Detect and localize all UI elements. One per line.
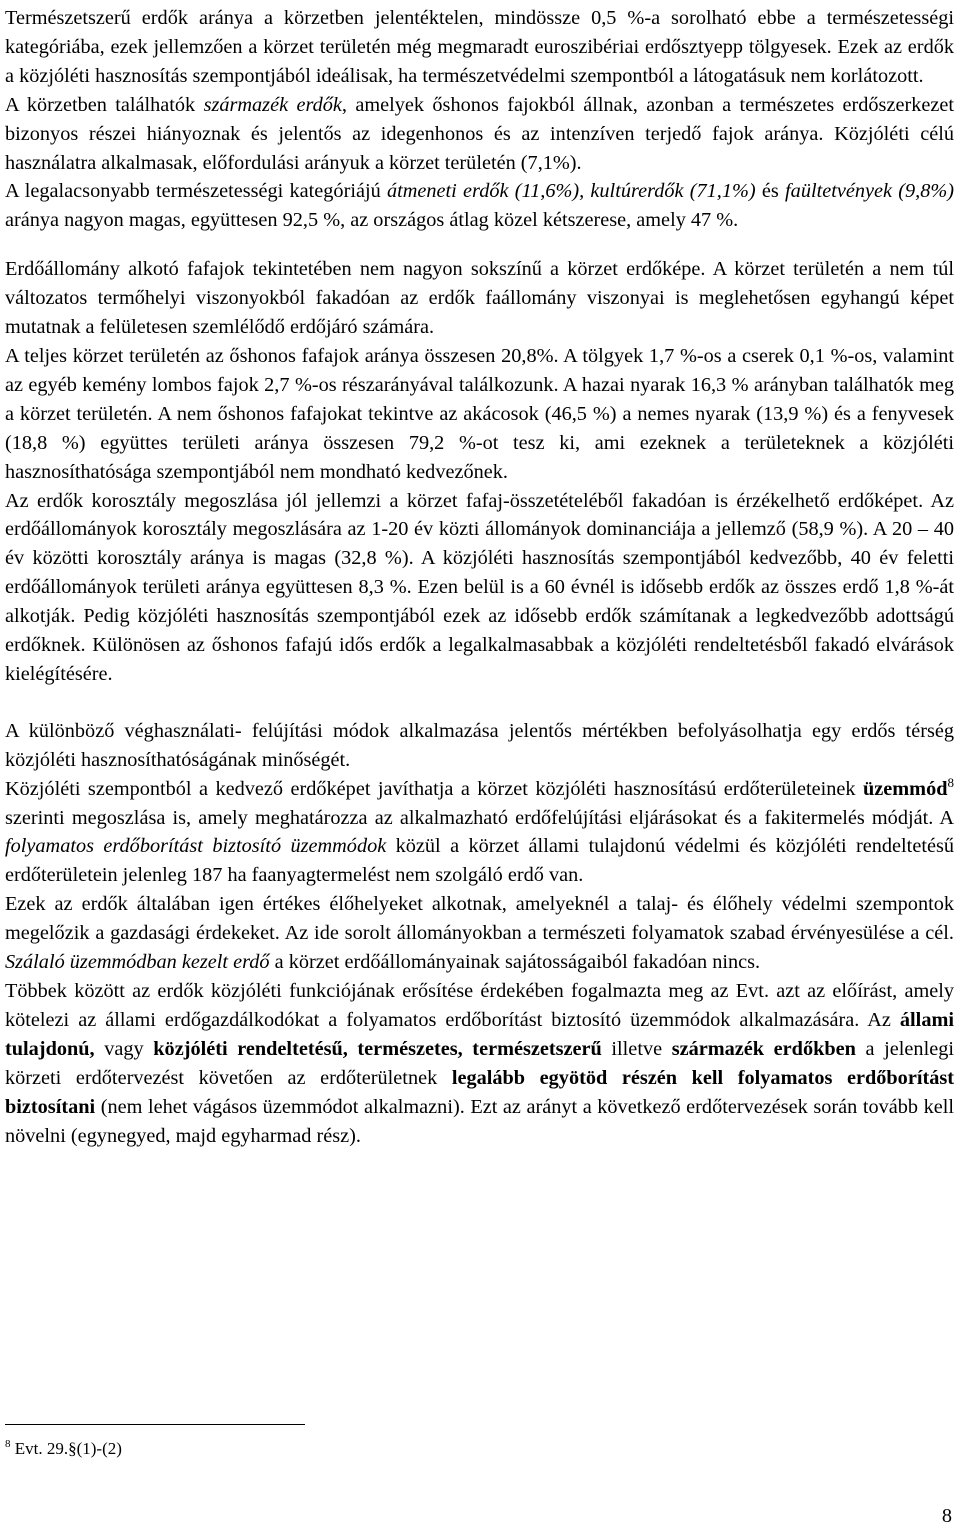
paragraph-age-classes: Az erdők korosztály megoszlása jól jellemzi a körzet fafaj-összetételéből fakadóan is érzékelhető erdőképet. Az erdőállományok korosztály megoszlására az 1-20 év közti állományok dominanciája a jellemző (58,9 %). A 20 – 40 év közötti korosztály aránya is magas (32,8 %). A közjóléti hasznosítás szempontjából kedvezőbb, 40 év feletti erdőállományok területi aránya együttesen 8,3 %. Ezen belül is a 60 évnél is idősebb erdők az összes erdő 1,8 %-át alkotják. Pedig közjóléti hasznosítás szempontjából ezek az idősebb erdők számítanak a legkedvezőbb adottságú erdőknek. Különösen az őshonos fafajú idős erdők a legalkalmasabbak a közjóléti rendeltetésből fakadó elvárások kielégítésére. [5,489,954,685]
paragraph-low-naturalness: A legalacsonyabb természetességi kategóriájú átmeneti erdők (11,6%), kultúrerdők (71,1%) és faültetvények (9,8%) aránya nagyon magas, együttesen 92,5 %, az országos átlag közel kétszerese, amely 47 %. [5,180,955,232]
footnote-text: Evt. 29.§(1)-(2) [10,1439,122,1458]
paragraph-harvest-methods: A különböző véghasználati- felújítási módok alkalmazása jelentős mértékben befolyásolhatja egy erdős térség közjóléti hasznosíthatóságának minőségét. [5,719,954,771]
paragraph-derived-forests: A körzetben találhatók származék erdők, amelyek őshonos fajokból állnak, azonban a természetes erdőszerkezet bizonyos részei hiányoznak és jelentős az idegenhonos és az intenzíven terjedő fajok aránya. Közjóléti célú használatra alkalmasak, előfordulási arányuk a körzet területén (7,1%). [5,93,954,174]
footnote-number: 8 [5,1438,11,1450]
page-number: 8 [941,1505,952,1527]
footnote-reference[interactable]: 8 [947,774,954,790]
paragraph-species-ratio: A teljes körzet területén az őshonos fafajok aránya összesen 20,8%. A tölgyek 1,7 %-os a cserek 0,1 %-os, valamint az egyéb kemény lombos fajok 2,7 %-os részarányával találkozunk. A hazai nyarak 16,3 % arányban találhatók meg a körzet területén. A nem őshonos fafajokat tekintve az akácosok (46,5 %) a nemes nyarak (13,9 %) és a fenyvesek (18,8 %) együttes területi aránya összesen 79,2 %-ot tesz ki, ami ezeknek a területeknek a közjóléti hasznosíthatósága szempontjából nem mondható kedvezőnek. [5,344,954,483]
paragraph-gap [5,689,954,717]
paragraph-gap [5,235,954,255]
paragraph-tree-species: Erdőállomány alkotó fafajok tekintetében nem nagyon sokszínű a körzet erdőképe. A körzet területén a nem túl változatos termőhelyi viszonyokból fakadóan az erdők faállomány viszonyai is meglehetősen egyhangú képet mutatnak a felületesen szemlélődő erdőjáró számára. [5,258,954,339]
footnote [5,1437,122,1461]
paragraph-evt-regulation: Többek között az erdők közjóléti funkciójának erősítése érdekében fogalmazta meg az Evt. azt az előírást, amely kötelezi az állami erdőgazdálkodókat a folyamatos erdőborítást biztosító üzemmódok alkalmazására. Az állami tulajdonú, vagy közjóléti rendeltetésű, természetes, természetszerű illetve származék erdőkben a jelenlegi körzeti erdőtervezést követően az erdőterületnek legalább egyötöd részén kell folyamatos erdőborítást biztosítani (nem lehet vágásos üzemmódot alkalmazni). Ezt az arányt a következő erdőtervezések során tovább kell növelni (egynegyed, majd egyharmad rész). [5,980,954,1147]
document-body [5,4,954,1150]
paragraph-management-mode: Közjóléti szempontból a kedvező erdőképet javíthatja a körzet közjóléti hasznosítású erdőterületeinek üzemmód$^8$ szerinti megoszlása is, amely meghatározza az alkalmazható erdőfelújítási eljárásokat és a fakitermelés módját. A folyamatos erdőborítást biztosító üzemmódok közül a körzet állami tulajdonú védelmi és közjóléti rendeltetésű erdőterületein jelenleg 187 ha faanyagtermelést nem szolgáló erdő van. [5,774,954,887]
footnote-divider [5,1424,305,1425]
paragraph-habitats: Ezek az erdők általában igen értékes élőhelyeket alkotnak, amelyeknél a talaj- és élőhely védelmi szempontok megelőzik a gazdasági érdekeket. Az ide sorolt állományokban a természeti folyamatok szabad érvényesülése a cél. Szálaló üzemmódban kezelt erdő a körzet erdőállományainak sajátosságaiból fakadóan nincs. [5,893,954,974]
paragraph-natural-forests: Természetszerű erdők aránya a körzetben jelentéktelen, mindössze 0,5 %-a sorolható ebbe a természetességi kategóriába, ezek jellemzően a körzet területén még megmaradt euroszibériai erdősztyepp tölgyesek. Ezek az erdők a közjóléti hasznosítás szempontjából ideálisak, ha természetvédelmi szempontból a látogatásuk nem korlátozott. [5,7,954,87]
